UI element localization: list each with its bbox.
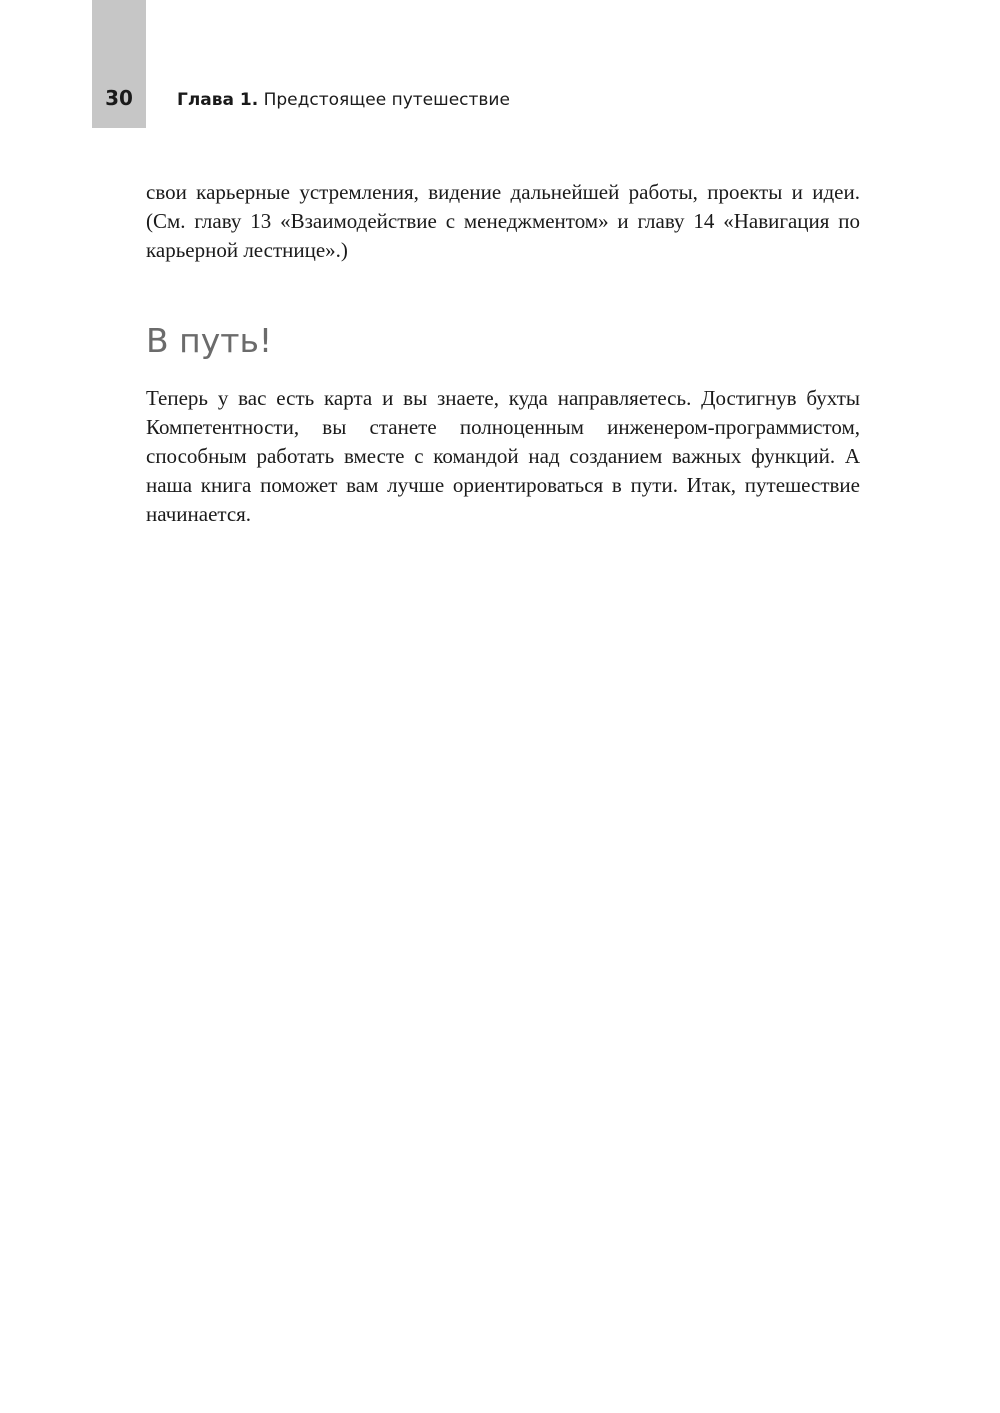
body-paragraph: свои карьерные устремления, видение дальнейшей работы, проекты и идеи. (См. главу 13 «Взаимодействие с менеджментом» и главу 14 «Навигация по карьерной лестнице».) [146, 180, 860, 262]
body-paragraph: Теперь у вас есть карта и вы знаете, куда направляетесь. Достигнув бухты Компетентности, вы станете полноценным инженером-программистом, способным работать вместе с командой над созданием важных функций. А наша книга поможет вам лучше ориентироваться в пути. Итак, путешествие начинается. [146, 386, 860, 526]
chapter-title: Предстоящее путешествие [263, 90, 510, 110]
chapter-label: Глава 1. [177, 90, 259, 110]
section-heading: В путь! [146, 321, 273, 360]
running-header [177, 86, 510, 114]
page-number: 30 [105, 86, 133, 110]
